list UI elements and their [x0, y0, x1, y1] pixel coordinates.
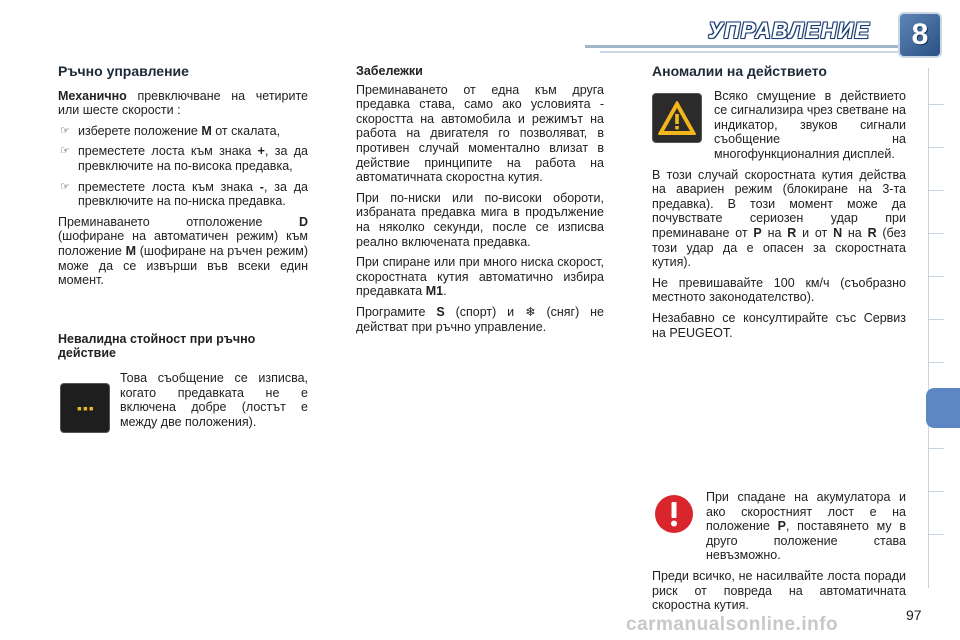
hand-pointer-icon: ☞ — [60, 180, 70, 193]
section-heading: Забележки — [356, 64, 423, 78]
warning-block — [652, 89, 906, 162]
watermark: carmanualsonline.info — [626, 614, 839, 635]
warning-text: Всяко смущение в действието се сигнализира чрез светване на индикатор, звуков сигнали съобщение на многофункционалния дисплей. — [714, 88, 906, 161]
chapter-badge: 8 — [898, 12, 942, 58]
chapter-tab-strip — [928, 68, 960, 588]
section-heading: Аномалии на действието — [652, 63, 827, 79]
invalid-value-text: Това съобщение се изписва, когато предавката не е включена добре (лостът е между две положения). — [120, 370, 308, 429]
tab-mark — [928, 190, 944, 191]
mode-change-paragraph: Преминаването отположение D (шофиране на автоматичен режим) към положение M (шофиране на ръчен режим) може да се извърши във всеки един момент. — [58, 214, 308, 288]
caution-paragraph: Преди всичко, не насилвайте лоста поради риск от повреда на автоматичната скоростна кутия. — [652, 569, 906, 613]
section-heading: Ръчно управление — [58, 63, 189, 79]
page-title: УПРАВЛЕНИЕ — [708, 18, 870, 43]
tab-mark — [928, 491, 944, 492]
display-dots-icon: ▪▪▪ — [60, 383, 110, 433]
note-paragraph: При спиране или при много ниска скорост, скоростната кутия автоматично избира предавката M1. — [356, 255, 604, 299]
tab-mark — [928, 233, 944, 234]
note-paragraph: При по-ниски или по-високи обороти, избраната предавка мига в продължение на няколко секунди, после се изписва реално включената предавка. — [356, 190, 604, 249]
battery-warning-block — [652, 490, 906, 563]
tab-mark — [928, 147, 944, 148]
hand-pointer-icon: ☞ — [60, 145, 70, 158]
consult-paragraph: Незабавно се консултирайте със Сервиз на PEUGEOT. — [652, 310, 906, 340]
column-malfunctions — [652, 64, 906, 619]
speed-limit-paragraph: Не превишавайте 100 км/ч (съобразно местното законодателство). — [652, 275, 906, 305]
tab-mark — [928, 276, 944, 277]
column-notes — [356, 64, 604, 340]
column-manual-control — [58, 64, 308, 433]
hand-pointer-icon: ☞ — [60, 124, 70, 137]
tab-mark — [928, 534, 944, 535]
warning-triangle-icon — [652, 93, 702, 143]
tab-mark — [928, 104, 944, 105]
list-item: ☞ преместете лоста към знака -, за да превключите на по-ниска предавка. — [60, 179, 308, 209]
tab-mark — [928, 319, 944, 320]
snowflake-icon: ❄ — [525, 304, 536, 319]
chapter-tab-active[interactable] — [926, 388, 960, 428]
list-item: ☞ изберете положение M от скалата, — [60, 123, 281, 138]
malfunction-paragraph: В този случай скоростната кутия действа на авариен режим (блокиране на 3-та предавка). В този момент може да почувствате сериозен удар при преминаване от P на R и от N на R (без този удар да е опасен за скоростната кутия). — [652, 167, 906, 270]
battery-text: При спадане на акумулатора и ако скоростният лост е на положение P, поставянето му в друго положение става невъзможно. — [706, 490, 906, 563]
header-rule — [585, 45, 915, 48]
list-item: ☞ преместете лоста към знака +, за да превключите на по-висока предавка, — [60, 144, 308, 173]
note-paragraph: Програмите S (спорт) и ❄ (сняг) не действат при ръчно управление. — [356, 304, 604, 334]
stop-exclamation-icon — [652, 492, 696, 536]
header-rule-thin — [600, 51, 910, 53]
invalid-value-block — [58, 371, 308, 433]
tab-mark — [928, 448, 944, 449]
intro-paragraph: Механично превключване на четирите или шесте скорости : — [58, 88, 308, 118]
sub-heading: Невалидна стойност при ръчно действие — [58, 331, 256, 361]
page-number: 97 — [906, 607, 922, 623]
note-paragraph: Преминаването от една към друга предавка става, само ако условията - скоростта на автомобила и режимът на работа на двигателя го позволяват, в противен случай моментално влизат в действие принципите на работа на автоматичната скоростна кутия. — [356, 82, 604, 185]
tab-mark — [928, 362, 944, 363]
